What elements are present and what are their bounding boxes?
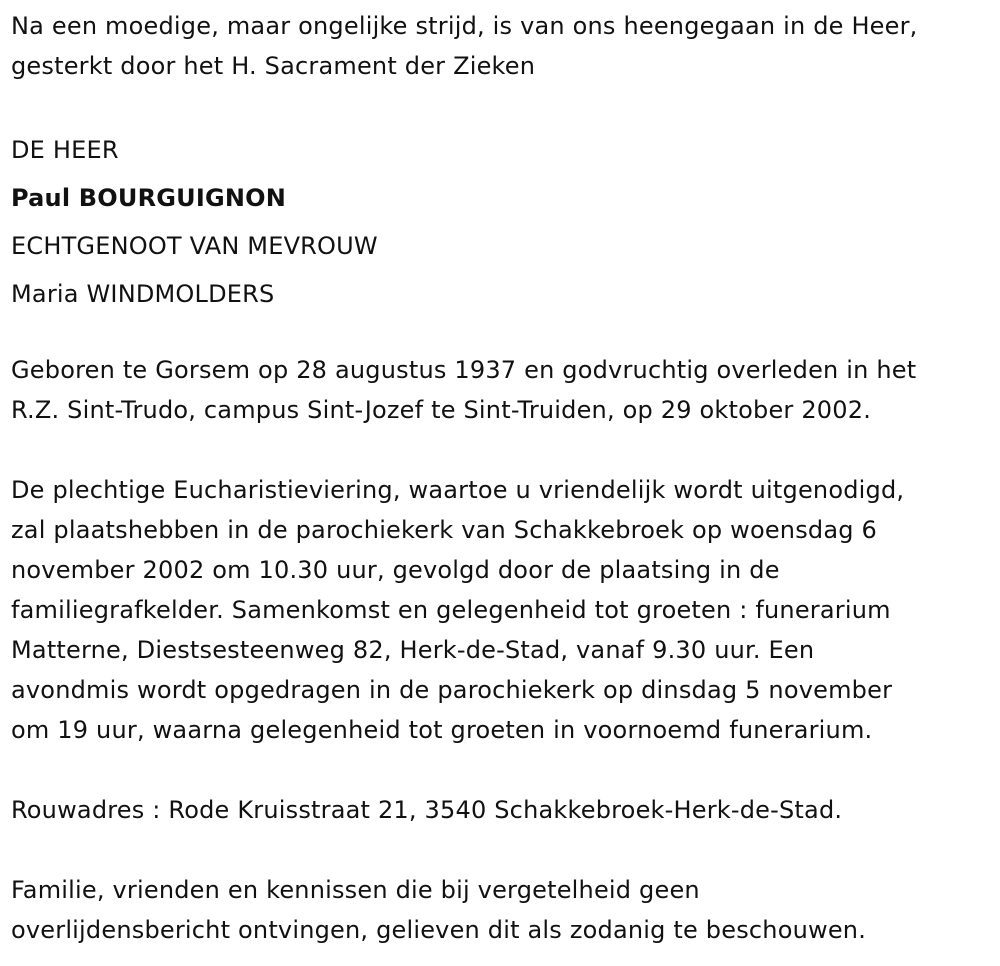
spouse-name: Maria WINDMOLDERS [11,280,275,308]
deceased-relation: ECHTGENOOT VAN MEVROUW [11,232,378,260]
ceremony-line: Matterne, Diestsesteenweg 82, Herk-de-Stad, vanaf 9.30 uur. Een [11,636,815,664]
deceased-title: DE HEER [11,136,119,164]
ceremony-line: avondmis wordt opgedragen in de parochiekerk op dinsdag 5 november [11,676,893,704]
intro-line: Na een moedige, maar ongelijke strijd, is van ons heengegaan in de Heer, [11,12,918,40]
ceremony-line: om 19 uur, waarna gelegenheid tot groeten in voornoemd funerarium. [11,716,873,744]
deceased-block [11,126,996,318]
ceremony-line: De plechtige Eucharistieviering, waartoe u vriendelijk wordt uitgenodigd, [11,476,905,504]
mourning-address: Rouwadres : Rode Kruisstraat 21, 3540 Schakkebroek-Herk-de-Stad. [11,796,843,824]
birth-death-paragraph [11,350,996,430]
birth-death-line: R.Z. Sint-Trudo, campus Sint-Jozef te Sint-Truiden, op 29 oktober 2002. [11,396,872,424]
address-paragraph [11,790,996,830]
ceremony-paragraph [11,470,996,750]
birth-death-line: Geboren te Gorsem op 28 augustus 1937 en godvruchtig overleden in het [11,356,917,384]
intro-line: gesterkt door het H. Sacrament der Zieken [11,52,536,80]
ceremony-line: november 2002 om 10.30 uur, gevolgd door de plaatsing in de [11,556,780,584]
deceased-name: Paul BOURGUIGNON [11,184,287,212]
ceremony-line: familiegrafkelder. Samenkomst en gelegenheid tot groeten : funerarium [11,596,891,624]
closing-line: overlijdensbericht ontvingen, gelieven dit als zodanig te beschouwen. [11,916,867,944]
closing-paragraph [11,870,996,950]
intro-paragraph [11,6,996,86]
ceremony-line: zal plaatshebben in de parochiekerk van Schakkebroek op woensdag 6 [11,516,877,544]
closing-line: Familie, vrienden en kennissen die bij vergetelheid geen [11,876,700,904]
